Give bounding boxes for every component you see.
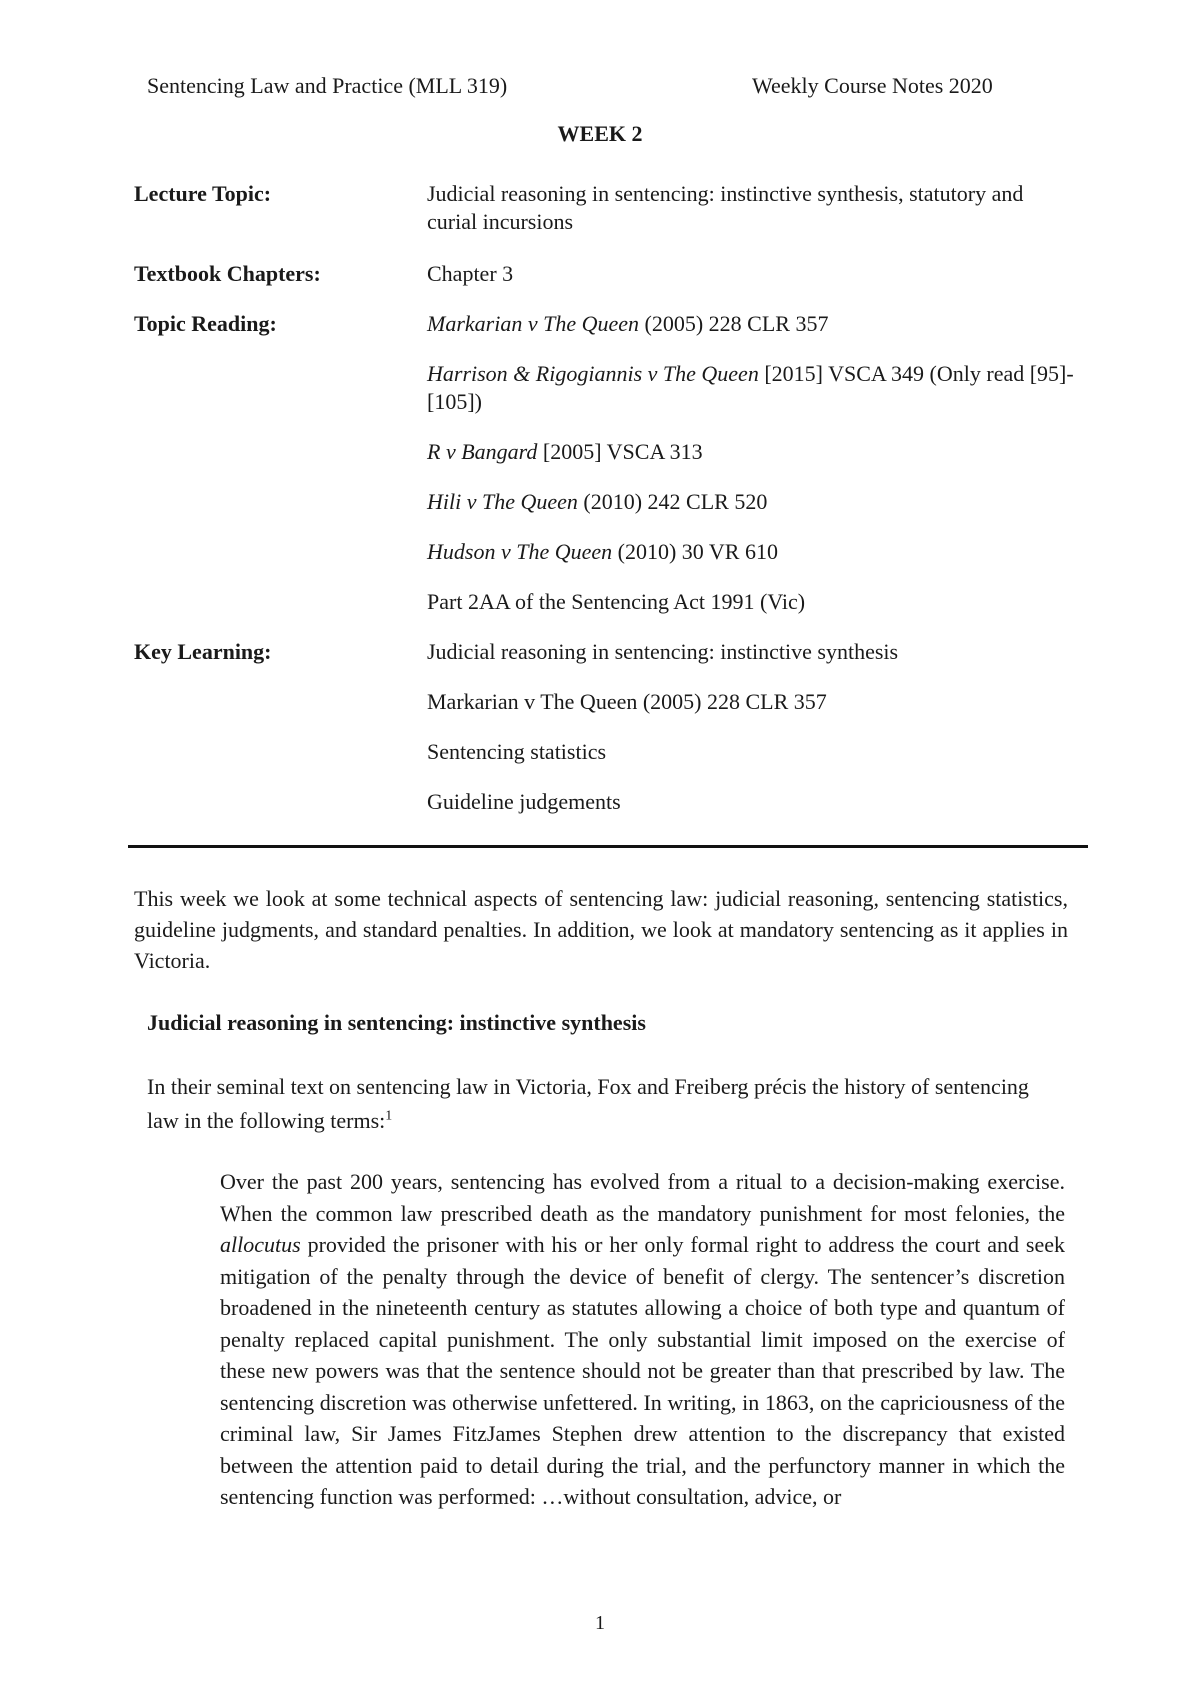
body-text: In their seminal text on sentencing law in Victoria, Fox and Freiberg précis the history of sentencing law in the following terms: [147,1074,1029,1133]
reading-item [427,310,1077,338]
lecture-topic-value: Judicial reasoning in sentencing: instinctive synthesis, statutory and curial incursions [427,181,1024,234]
case-citation: (2010) 242 CLR 520 [577,489,768,514]
reading-item [427,488,1077,516]
case-name: Hili v The Queen [427,489,578,514]
key-learning-item: Guideline judgements [427,789,621,814]
running-header-notes: Weekly Course Notes 2020 [752,73,993,98]
block-quote [220,1166,1065,1513]
footnote-reference: 1 [385,1108,393,1124]
quote-text-1: Over the past 200 years, sentencing has evolved from a ritual to a decision-making exercise. When the common law prescribed death as the mandatory punishment for most felonies, the [220,1169,1065,1226]
case-citation: (2005) 228 CLR 357 [639,311,829,336]
key-learning-item: Judicial reasoning in sentencing: instinctive synthesis [427,639,899,664]
page-number: 1 [595,1612,605,1634]
section-divider [128,845,1088,848]
reading-item [427,438,1077,466]
textbook-value: Chapter 3 [427,261,514,286]
case-citation: [2005] VSCA 313 [537,439,703,464]
topic-reading-label: Topic Reading: [134,311,277,336]
week-title: WEEK 2 [557,121,643,146]
key-learning-item: Sentencing statistics [427,739,607,764]
case-citation: [2015] VSCA 349 (Only read [95]-[105]) [427,361,1074,414]
running-header-title: Sentencing Law and Practice (MLL 319) [147,73,508,98]
case-name: Harrison & Rigogiannis v The Queen [427,361,759,386]
reading-text: Part 2AA of the Sentencing Act 1991 (Vic) [427,589,806,614]
key-learning-label: Key Learning: [134,639,272,664]
reading-item [427,538,1077,566]
quote-text-2: provided the prisoner with his or her only formal right to address the court and seek mitigation of the penalty through the device of benefit of clergy. The sentencer’s discretion broadened in the nineteenth century as statutes allowing a choice of both type and quantum of penalty replaced capital punishment. The only substantial limit imposed on the exercise of these new powers was that the sentence should not be greater than that prescribed by law. The sentencing discretion was otherwise unfettered. In writing, in 1863, on the capriciousness of the criminal law, Sir James FitzJames Stephen drew attention to the discrepancy that existed between the attention paid to detail during the trial, and the perfunctory manner in which the sentencing function was performed: …without consultation, advice, or [220,1232,1065,1509]
case-name: R v Bangard [427,439,538,464]
case-citation: (2010) 30 VR 610 [612,539,778,564]
body-paragraph [147,1070,1047,1138]
reading-item [427,360,1077,416]
lecture-topic-label: Lecture Topic: [134,181,272,206]
case-name: Hudson v The Queen [427,539,613,564]
intro-paragraph: This week we look at some technical aspects of sentencing law: judicial reasoning, sentencing statistics, guideline judgments, and standard penalties. In addition, we look at mandatory sentencing as it applies in Victoria. [134,886,1068,973]
case-name: Markarian v The Queen [427,311,640,336]
textbook-label: Textbook Chapters: [134,261,321,286]
key-learning-item: Markarian v The Queen (2005) 228 CLR 357 [427,689,827,714]
quote-italic-term: allocutus [220,1232,301,1257]
reading-item [427,588,1077,616]
section-heading: Judicial reasoning in sentencing: instinctive synthesis [147,1010,646,1035]
